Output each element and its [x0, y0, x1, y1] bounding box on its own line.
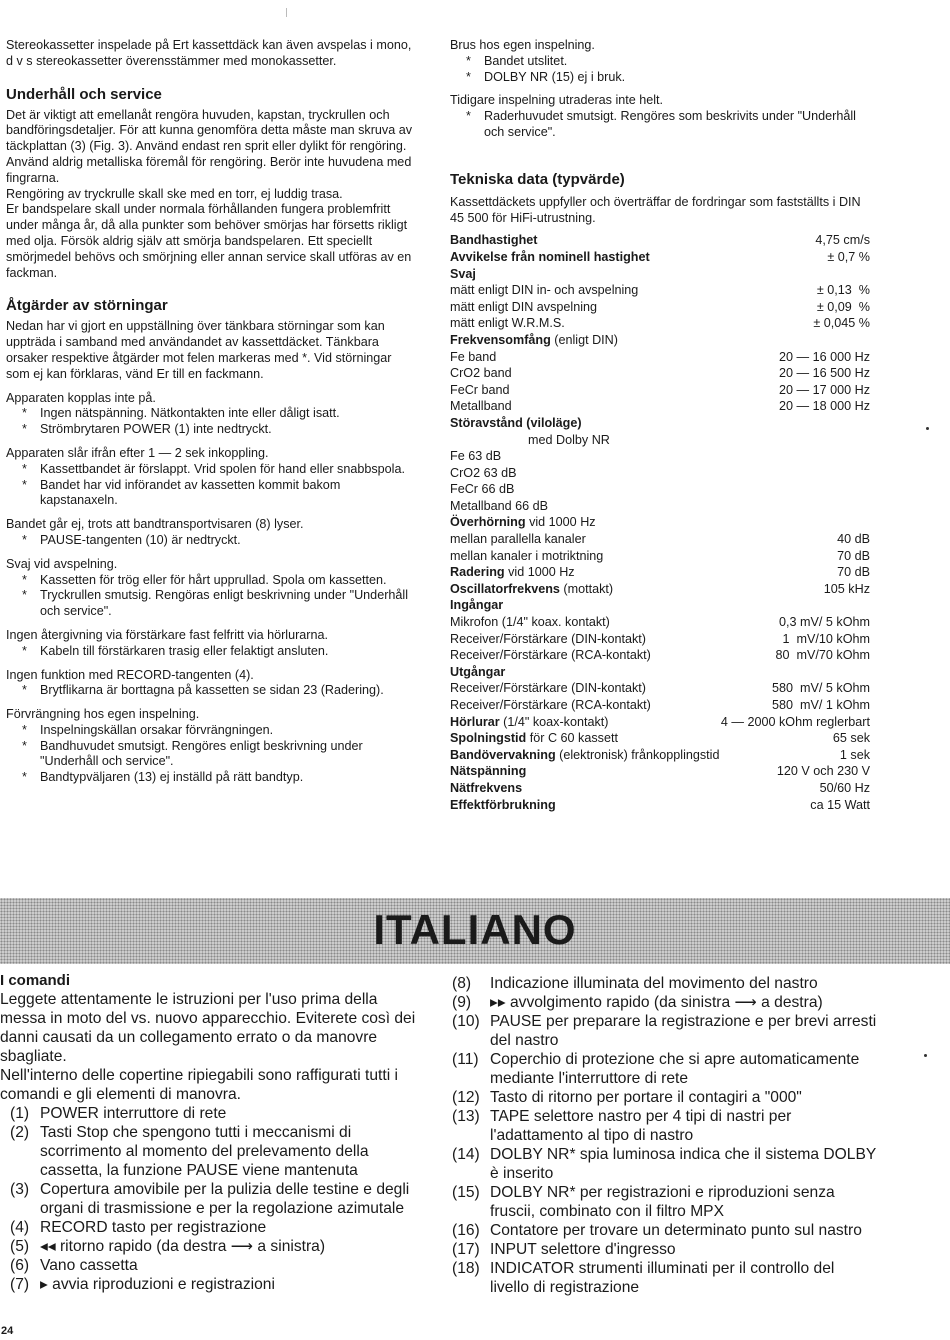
- spec-value: 1 sek: [839, 747, 870, 762]
- control-text: Contatore per trovare un determinato punto sul nastro: [490, 1222, 862, 1239]
- spec-row: [450, 432, 870, 449]
- spec-label-suffix: (enligt DIN): [550, 332, 618, 347]
- problem-title: Bandet går ej, trots att bandtransportvisaren (8) lyser.: [6, 517, 304, 532]
- spec-value: 20 — 17 000 Hz: [778, 382, 870, 397]
- control-text: Tasto di ritorno per portare il contagiri a "000": [490, 1089, 802, 1106]
- spec-label: Utgångar: [450, 664, 506, 679]
- spec-label: Avvikelse från nominell hastighet: [450, 249, 650, 264]
- spec-row: [450, 382, 870, 399]
- language-banner: [0, 898, 950, 964]
- control-item: [0, 1104, 425, 1123]
- spec-row: [450, 564, 870, 581]
- spec-label: Fe band: [450, 349, 497, 364]
- control-text: PAUSE per preparare la registrazione e per brevi arresti del nastro: [490, 1013, 877, 1049]
- problem-title: Apparaten slår ifrån efter 1 — 2 sek inkoppling.: [6, 445, 269, 460]
- spec-value: ± 0,13 %: [816, 283, 870, 298]
- spec-row: [450, 299, 870, 316]
- spec-label-suffix: (elektronisk) frånkopplingstid: [555, 747, 720, 762]
- scan-speck: [926, 427, 929, 430]
- control-item: [452, 1240, 877, 1259]
- control-item: [452, 974, 877, 993]
- spec-row: [450, 315, 870, 332]
- problem-title: Apparaten kopplas inte på.: [6, 390, 156, 405]
- control-number: (6): [10, 1257, 30, 1274]
- service-heading: Underhåll och service: [6, 85, 162, 103]
- spec-label: FeCr band: [450, 382, 510, 397]
- control-item: [0, 1275, 425, 1294]
- problem-block: [6, 707, 418, 786]
- spec-label: Metallband: [450, 399, 512, 414]
- spec-row: [450, 730, 870, 747]
- control-number: (3): [10, 1181, 30, 1198]
- control-item: [452, 1050, 877, 1088]
- spec-label: Hörlurar: [450, 714, 500, 729]
- control-text: Tasti Stop che spengono tutti i meccanismi di scorrimento al momento del prelevamento della cassetta, la funzione PAUSE viene mantenuta: [40, 1124, 369, 1179]
- spec-row: [450, 415, 870, 432]
- problem-title: Tidigare inspelning utraderas inte helt.: [450, 93, 664, 108]
- problem-block: [6, 668, 418, 700]
- control-number: (10): [452, 1013, 480, 1030]
- spec-value: 4 — 2000 kOhm reglerbart: [720, 714, 870, 729]
- spec-value: ± 0,7 %: [827, 249, 870, 264]
- spec-label: Nätfrekvens: [450, 780, 523, 795]
- control-text: POWER interruttore di rete: [40, 1105, 227, 1122]
- problem-item: * Kassettbandet är förslappt. Vrid spolen för hand eller snabbspola.: [6, 462, 418, 478]
- control-item: [452, 1183, 877, 1221]
- spec-label-suffix: vid 1000 Hz: [525, 515, 596, 530]
- spec-label: CrO2: [450, 465, 481, 480]
- control-number: (11): [452, 1051, 479, 1068]
- control-number: (8): [452, 975, 472, 992]
- spec-label: Bandhastighet: [450, 233, 538, 248]
- control-text: TAPE selettore nastro per 4 tipi di nastri per l'adattamento al tipo di nastro: [490, 1108, 792, 1144]
- spec-label: Överhörning: [450, 515, 526, 530]
- spec-row: [450, 597, 870, 614]
- spec-value: 40 dB: [837, 532, 870, 547]
- spec-label: Ingångar: [450, 598, 504, 613]
- control-item: [452, 1107, 877, 1145]
- control-item: [452, 1221, 877, 1240]
- spec-label: Störavstånd (viloläge): [450, 415, 582, 430]
- problem-title: Förvrängning hos egen inspelning.: [6, 707, 200, 722]
- scan-speck: [924, 1054, 927, 1057]
- spec-row: [450, 647, 870, 664]
- spec-value: 580 mV/ 1 kOhm: [772, 698, 870, 712]
- spec-label: Nätspänning: [450, 764, 527, 779]
- service-paragraph-1: Det är viktigt att emellanåt rengöra huvuden, kapstan, tryckrullen och bandföringsdetaljer. För att kunna genomföra detta måste man skruva av täckplattan (3) (Fig. 3). Använd endast ren sprit eller dylikt för rengöring. Använd aldrig metalliska föremål för rengöring. Berör inte huvudena med fingrarna.: [6, 107, 413, 185]
- trouble-intro: Nedan har vi gjort en uppställning över tänkbara störningar som kan uppträda i samband med användandet av kassettdäcket. Tänkbara orsaker respektive åtgärder mot felen markeras med *. Vid störningar som ej kan förklaras, vänd Er till en fackmann.: [6, 319, 392, 381]
- spec-value: 63 dB: [468, 449, 502, 464]
- problem-item: * Kabeln till förstärkaren trasig eller felaktigt ansluten.: [6, 644, 418, 660]
- spec-row: [450, 498, 870, 515]
- spec-label: mätt enligt DIN in- och avspelning: [450, 283, 639, 298]
- spec-row: [450, 398, 870, 415]
- control-number: (15): [452, 1184, 480, 1201]
- spec-value: 0,3 mV/ 5 kOhm: [779, 615, 870, 630]
- control-number: (1): [10, 1105, 30, 1122]
- spec-label: Effektförbrukning: [450, 797, 556, 812]
- control-item: [452, 1012, 877, 1050]
- control-item: [0, 1123, 425, 1180]
- control-item: [452, 1145, 877, 1183]
- problem-item: * DOLBY NR (15) ej i bruk.: [450, 70, 870, 86]
- control-text: Copertura amovibile per la pulizia delle testine e degli organi di trasmissione e per la regolazione azimutale: [40, 1181, 410, 1217]
- controls-intro-2: Nell'interno delle copertine ripiegabili sono raffigurati tutti i comandi e gli elementi di manovra.: [0, 1067, 398, 1103]
- control-number: (4): [10, 1219, 30, 1236]
- control-number: (7): [10, 1276, 30, 1293]
- control-text: Indicazione illuminata del movimento del nastro: [490, 975, 818, 992]
- problem-item: * Bandhuvudet smutsigt. Rengöres enligt beskrivning under "Underhåll och service".: [6, 739, 418, 771]
- spec-row: [450, 714, 870, 731]
- control-text: ◂◂ ritorno rapido (da destra ⟶ a sinistra): [40, 1238, 326, 1255]
- spec-value: 70 dB: [837, 548, 870, 563]
- control-text: Coperchio di protezione che si apre automaticamente mediante l'interruttore di rete: [490, 1051, 860, 1087]
- control-item: [452, 993, 877, 1012]
- spec-row: [450, 614, 870, 631]
- problem-item: * Bandet har vid införandet av kassetten kommit bakom kapstanaxeln.: [6, 478, 418, 510]
- spec-value: 65 sek: [832, 731, 870, 746]
- controls-heading: I comandi: [0, 972, 71, 989]
- spec-row: [450, 448, 870, 465]
- spec-value: 20 — 16 000 Hz: [778, 349, 870, 364]
- spec-value: ± 0,045 %: [813, 316, 870, 331]
- spec-row: [450, 232, 870, 249]
- spec-label: FeCr: [450, 482, 478, 497]
- swedish-left-column: [6, 38, 418, 786]
- control-number: (18): [452, 1260, 480, 1277]
- spec-label: Receiver/Förstärkare (DIN-kontakt): [450, 681, 646, 696]
- problem-item: * Bandtypväljaren (13) ej inställd på rätt bandtyp.: [6, 770, 418, 786]
- service-paragraph-3: Er bandspelare skall under normala förhållanden fungera problemfritt under många år, då alla punkter som behöver smörjas har försetts rikligt med olja. Försök aldrig själv att smörja bandspelaren. Ett speciellt smörjmedel behövs och smörjning eller annan service skall utföras av en fackman.: [6, 202, 412, 280]
- control-number: (2): [10, 1124, 30, 1141]
- spec-label: Receiver/Förstärkare (DIN-kontakt): [450, 631, 646, 646]
- spec-value: ca 15 Watt: [810, 797, 870, 812]
- spec-table: [450, 232, 870, 813]
- spec-label: Radering: [450, 565, 505, 580]
- control-number: (17): [452, 1241, 480, 1258]
- spec-value: 20 — 16 500 Hz: [778, 366, 870, 381]
- problem-block: [6, 557, 418, 620]
- spec-row: [450, 332, 870, 349]
- spec-value: 80 mV/70 kOhm: [775, 648, 870, 663]
- problem-block: [450, 38, 870, 85]
- control-item: [0, 1218, 425, 1237]
- spec-row: [450, 531, 870, 548]
- spec-row: [450, 465, 870, 482]
- control-number: (5): [10, 1238, 30, 1255]
- spec-label: Spolningstid: [450, 731, 527, 746]
- spec-value: 4,75 cm/s: [815, 233, 870, 248]
- trouble-heading: Åtgärder av störningar: [6, 297, 168, 315]
- spec-row: [450, 797, 870, 814]
- spec-row: [450, 548, 870, 565]
- spec-row: [450, 697, 870, 714]
- problem-item: * Ingen nätspänning. Nätkontakten inte eller dåligt isatt.: [6, 406, 418, 422]
- spec-value: 70 dB: [837, 565, 870, 580]
- spec-label: mellan parallella kanaler: [450, 532, 586, 547]
- problem-item: * Strömbrytaren POWER (1) inte nedtryckt.: [6, 422, 418, 438]
- control-item: [452, 1088, 877, 1107]
- spec-row: [450, 664, 870, 681]
- spec-row: [450, 514, 870, 531]
- spec-label: mätt enligt DIN avspelning: [450, 299, 597, 314]
- control-text: INPUT selettore d'ingresso: [490, 1241, 676, 1258]
- italian-left-column: [0, 972, 425, 1294]
- spec-subheader: med Dolby NR: [528, 432, 610, 447]
- swedish-right-column: [450, 38, 870, 813]
- problem-block: [6, 628, 418, 660]
- spec-label: Oscillatorfrekvens: [450, 581, 560, 596]
- spec-label: Bandövervakning: [450, 747, 556, 762]
- spec-row: [450, 266, 870, 283]
- problem-block: [6, 446, 418, 509]
- control-item: [452, 1259, 877, 1297]
- spec-label: Fe: [450, 449, 465, 464]
- spec-value: ± 0,09 %: [816, 299, 870, 314]
- page-number: 24: [1, 1325, 14, 1337]
- control-item: [0, 1256, 425, 1275]
- italian-right-column: [452, 974, 877, 1297]
- spec-value: 580 mV/ 5 kOhm: [772, 681, 870, 696]
- spec-label-suffix: för C 60 kassett: [526, 731, 618, 746]
- spec-label: mellan kanaler i motriktning: [450, 548, 604, 563]
- control-text: INDICATOR strumenti illuminati per il controllo del livello di registrazione: [490, 1260, 835, 1296]
- problem-item: * Brytflikarna är borttagna på kassetten se sidan 23 (Radering).: [6, 683, 418, 699]
- spec-row: [450, 282, 870, 299]
- problem-title: Ingen återgivning via förstärkare fast felfritt via hörlurarna.: [6, 627, 328, 642]
- spec-label-suffix: (mottakt): [559, 581, 614, 596]
- spec-value: 105 kHz: [823, 581, 870, 596]
- spec-row: [450, 780, 870, 797]
- spec-value: 20 — 18 000 Hz: [778, 399, 870, 414]
- problem-item: * Raderhuvudet smutsigt. Rengöres som beskrivits under "Underhåll och service".: [450, 109, 870, 141]
- spec-label: Svaj: [450, 266, 476, 281]
- spec-row: [450, 747, 870, 764]
- problem-item: * Kassetten för trög eller för hårt upprullad. Spola om kassetten.: [6, 573, 418, 589]
- spec-row: [450, 763, 870, 780]
- intro-paragraph: Stereokassetter inspelade på Ert kassettdäck kan även avspelas i mono, d v s stereokassetter överensstämmer med monokassetter.: [6, 38, 412, 68]
- control-number: (12): [452, 1089, 480, 1106]
- spec-row: [450, 631, 870, 648]
- spec-value: 66 dB: [515, 498, 549, 513]
- control-text: ▸ avvia riproduzioni e registrazioni: [40, 1276, 275, 1293]
- problem-item: * Tryckrullen smutsig. Rengöras enligt beskrivning under "Underhåll och service".: [6, 588, 418, 620]
- spec-label: Metallband: [450, 498, 512, 513]
- problem-block: [6, 391, 418, 438]
- spec-row: [450, 581, 870, 598]
- control-text: Vano cassetta: [40, 1257, 138, 1274]
- control-number: (9): [452, 994, 472, 1011]
- problem-block: [6, 517, 418, 549]
- control-number: (16): [452, 1222, 480, 1239]
- spec-label: Receiver/Förstärkare (RCA-kontakt): [450, 648, 651, 663]
- spec-label-suffix: (1/4" koax-kontakt): [499, 714, 609, 729]
- problem-title: Brus hos egen inspelning.: [450, 38, 595, 52]
- spec-row: [450, 365, 870, 382]
- problem-title: Ingen funktion med RECORD-tangenten (4).: [6, 667, 254, 682]
- spec-value: 66 dB: [481, 482, 515, 497]
- spec-value: 1 mV/10 kOhm: [782, 631, 870, 646]
- spec-row: [450, 481, 870, 498]
- spec-label: mätt enligt W.R.M.S.: [450, 316, 565, 331]
- control-item: [0, 1237, 425, 1256]
- control-text: RECORD tasto per registrazione: [40, 1219, 267, 1236]
- problem-title: Svaj vid avspelning.: [6, 556, 118, 571]
- spec-label: Frekvensomfång: [450, 332, 551, 347]
- control-text: DOLBY NR* per registrazioni e riproduzioni senza fruscii, combinato con il filtro MPX: [490, 1184, 835, 1220]
- control-number: (13): [452, 1108, 480, 1125]
- tech-heading: Tekniska data (typvärde): [450, 170, 625, 188]
- spec-row: [450, 249, 870, 266]
- tech-intro: Kassettdäckets uppfyller och överträffar de fordringar som fastställts i DIN 45 500 för HiFi-utrustning.: [450, 194, 861, 225]
- control-number: (14): [452, 1146, 480, 1163]
- problem-item: * Inspelningskällan orsakar förvrängningen.: [6, 723, 418, 739]
- spec-label: Receiver/Förstärkare (RCA-kontakt): [450, 698, 651, 712]
- banner-title: ITALIANO: [373, 906, 577, 953]
- problem-item: * Bandet utslitet.: [450, 54, 870, 70]
- page-mark: [286, 8, 287, 17]
- spec-label: Mikrofon (1/4" koax. kontakt): [450, 615, 610, 630]
- spec-row: [450, 349, 870, 366]
- service-paragraph-2: Rengöring av tryckrulle skall ske med en torr, ej luddig trasa.: [6, 186, 343, 201]
- spec-label: CrO2 band: [450, 366, 512, 381]
- controls-intro: Leggete attentamente le istruzioni per l'uso prima della messa in moto del vs. nuovo apparecchio. Eviterete così dei danni causati da un collegamento errato o da manovre sbagliate.: [0, 991, 416, 1065]
- spec-value: 120 V och 230 V: [776, 764, 870, 779]
- problem-item: * PAUSE-tangenten (10) är nedtryckt.: [6, 533, 418, 549]
- control-item: [0, 1180, 425, 1218]
- spec-value: 63 dB: [483, 465, 517, 480]
- control-text: ▸▸ avvolgimento rapido (da sinistra ⟶ a destra): [490, 994, 823, 1011]
- spec-label-suffix: vid 1000 Hz: [504, 565, 575, 580]
- problem-block: [450, 93, 870, 140]
- spec-value: 50/60 Hz: [819, 780, 870, 795]
- control-text: DOLBY NR* spia luminosa indica che il sistema DOLBY è inserito: [490, 1146, 876, 1182]
- spec-row: [450, 680, 870, 697]
